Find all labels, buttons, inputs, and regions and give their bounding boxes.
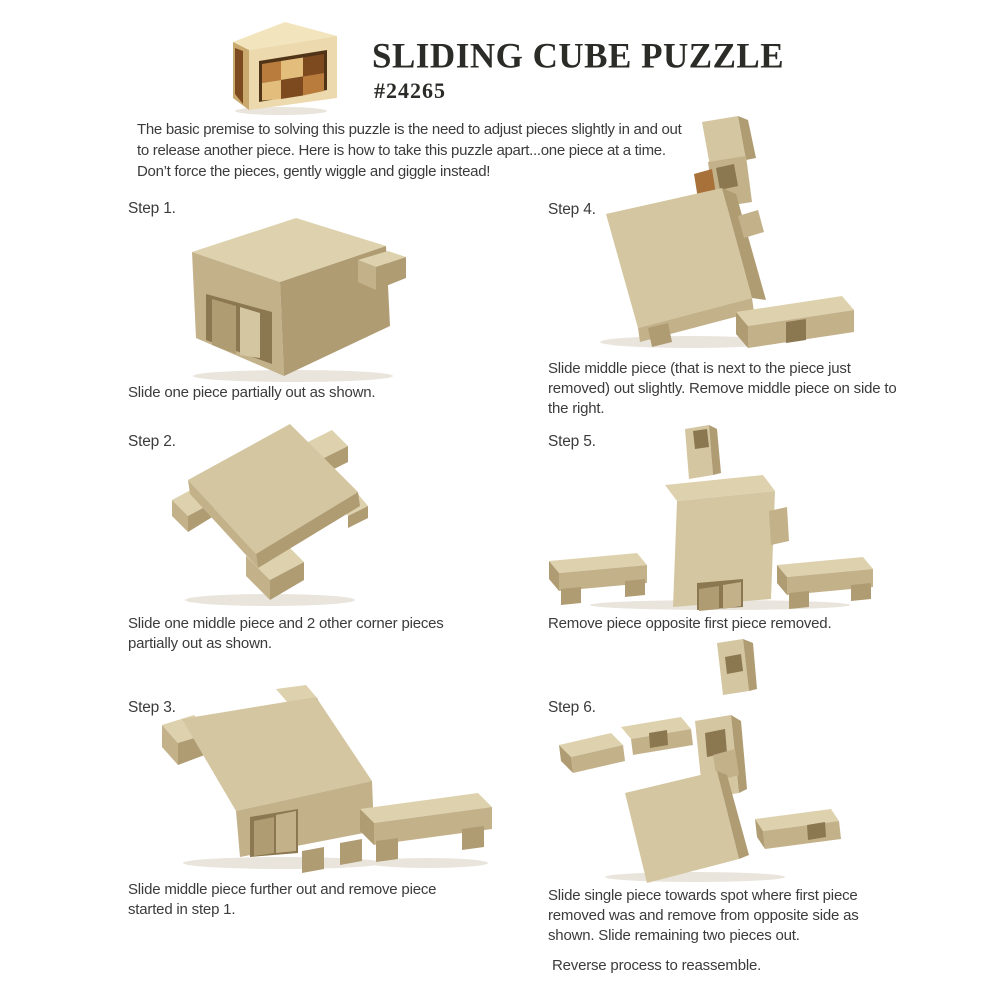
step-1-label: Step 1. [128,200,176,217]
intro-line-1: The basic premise to solving this puzzle is the need to adjust pieces slightly in and out [137,121,682,138]
step-4-photo [590,116,880,366]
step-1-caption: Slide one piece partially out as shown. [128,384,376,401]
page-title: SLIDING CUBE PUZZLE [372,36,785,76]
step-6-caption: Slide single piece towards spot where first piece removed was and remove from opposite side as shown. Slide remaining two pieces out. [548,887,859,944]
intro-line-3: Don’t force the pieces, gently wiggle and giggle instead! [137,163,491,180]
product-photo [213,14,347,116]
step-2-label: Step 2. [128,433,176,450]
step-4-label: Step 4. [548,201,596,218]
step-1-photo [158,206,478,384]
step-2-photo [170,418,370,614]
intro-line-2: to release another piece. Here is how to take this puzzle apart...one piece at a time. [137,142,666,159]
step-6-photo [545,633,885,883]
step-3-caption: Slide middle piece further out and remove piece started in step 1. [128,881,437,918]
reassemble-note: Reverse process to reassemble. [552,957,762,974]
step-5-label: Step 5. [548,433,596,450]
step-3-label: Step 3. [128,699,176,716]
step-2-caption: Slide one middle piece and 2 other corner pieces partially out as shown. [128,615,444,652]
product-number: #24265 [374,78,446,103]
step-3-photo [148,683,500,879]
step-6-label: Step 6. [548,699,596,716]
step-5-caption: Remove piece opposite first piece removed. [548,615,832,632]
step-4-caption: Slide middle piece (that is next to the piece just removed) out slightly. Remove middle piece on side to the right. [548,360,897,417]
step-5-photo [545,413,885,613]
